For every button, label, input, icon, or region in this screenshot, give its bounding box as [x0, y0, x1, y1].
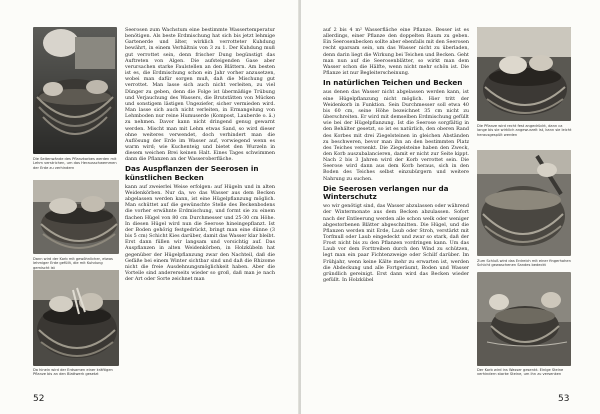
left-paragraph-2: kann auf zweierlei Weise erfolgen: auf Hügeln und in alten Weidenkörben. Nur da, wo das Wasser aus dem Becken abgelassen werden kann, ist eine Hügelpflanzung möglich. Man schüttet auf die gewünschte Stelle des Beckenbodens die vorher erwähnte Erdmischung, und formt sie zu einem flachen Hügel von 80 cm Durchmesser und 25-30 cm Höhe. In diesen Hügel wird nun die Seerose hineingepflanzt. Ist der Boden gehörig festgedrückt, bringt man eine dünne (3 bis 5 cm) Schicht Kies darüber, damit das Wasser klar bleibt. Erst dann füllen wir langsam und vorsichtig auf. Das Auspflanzen in alten Weidenkörben, in Holzkübeln hat gegenüber der Hügelpflanzung zwar den Nachteil, daß die Gefäße bei einem Winter sichtbar sind und daß die Rhizome nicht die freie Ausdehnungsmöglichkeit haben. Aber die Vorteile sind andererseits wieder so groß, daß man je nach der Art oder Sorte zeichnet man [125, 183, 275, 283]
caption-photo-r2: Zum Schluß wird das Erdreich mit einer fingerhohen Schicht gewaschenen Sandes bedeckt [477, 259, 571, 268]
left-text-column [125, 27, 275, 391]
caption-photo-r1: Die Pflanze wird recht fest angedrückt, dann ca lange bis sie wirklich angewurzelt ist, kann sie leicht herausgespült werden [477, 124, 572, 137]
left-page [0, 0, 299, 414]
page-number-right: 53 [558, 394, 570, 404]
right-page [301, 0, 600, 414]
left-heading-planting: Das Auspflanzen der Seerosen in künstlichen Becken [125, 164, 259, 182]
right-text-column [323, 27, 469, 391]
caption-photo-1: Die Seitenwände des Pflanzkorbes werden mit Lehm verstrichen, um das Herausschwemmen der Erde zu verhindern [33, 157, 117, 170]
photo-basket-lining [33, 27, 117, 154]
photo-planting-rhizome [33, 270, 119, 366]
right-heading-ponds: In natürlichen Teichen und Becken [323, 78, 463, 88]
photo-basket-filling [33, 180, 119, 254]
photo-basket-filling-image [33, 180, 119, 254]
right-paragraph-1: auf 2 bis 4 m² Wasserfläche eine Pflanze. Besser ist es allerdings, einer Pflanze den doppelten Raum zu geben. Ein Seerosenbecken sollte aber ebenfalls mit den Seerosen recht sparsam sein, um das Wasser nicht zu überladen, denn darin liegt die Wirkung bei Teichen und Becken. Geht man nun auf die Seerosenblätter, so wirkt man dem Wasser schon die Hälfte, wenn nicht mehr schön ist. Die Pflanze ist nur Begleiterscheinung. [323, 27, 469, 77]
photo-lowering-basket-image [477, 272, 571, 366]
right-paragraph-2: aus denen das Wasser nicht abgelassen werden kann, ist eine Hügelpflanzung nicht möglich. Hier tritt der Weidenkorb in Funktion. Sein Durchmesser soll etwa 40 bis 60 cm, seine Höhe bezeichnet 35 cm nicht zu überschreiten. Er wird mit demselben Erdmischung gefüllt wie bei der Hügelpflanzung. Ist die Seerose sorgfältig in den Behälter gesetzt, so ist es natürlich, den oberen Rand des Korbes mit drei Ziegelsteinen in gleichen Abständen zu beschweren, bevor man ihn an den bestimmten Platz des Teiches versenkt. Die Ziegelsteine haben den Zweck, den Korb auszubalancieren, damit er nicht zur Seite kippt. Nach 2 bis 3 Jahren wird der Korb verrottet sein. Die Seerose wird dann aus dem Korb heraus, sich in den Boden des Teiches selbst einzubürgern und weitere Nahrung zu suchen. [323, 89, 469, 182]
photo-basket-lining-image [33, 27, 117, 154]
photo-lowering-basket [477, 272, 571, 366]
caption-photo-2: Dann wird der Korb mit gewöhnlicher, etwas lehmiger Erde gefüllt, die mit Kuhdung gemischt ist [33, 257, 113, 270]
caption-photo-r3: Der Korb wird ins Wasser gesenkt. Einige Steine verhindern starke Steine, um ihn zu versenken [477, 368, 564, 377]
photo-sand-cover-image [477, 150, 571, 256]
right-paragraph-3: wo wir genötigt sind, das Wasser abzulassen oder während der Wintermonate aus dem Becken abzulassen. Sofort nach der Entleerung werden alle schon welk oder weniger abgestorbenen Blätter abgeschnitten. Die Hügel, und die Pflanzen werden mit Erde, Laub oder Stroh, verstärkt mit Torfmull oder Laub eingedeckt und zwar so stark, daß der Frost nicht bis zu den Pflanzen vordringen kann. Um das Laub vor dem Forttreiben durch den Wind zu schützen, legt man ein paar Fichtenzweige oder Schilf darüber. Im Frühjahr, wenn keine Kälte mehr zu erwarten ist, werden die Abdeckung und alle Fortgeräumt, Boden und Wasser gründlich gereinigt. Erst dann wird das Becken wieder gefüllt. In Holzkübel [323, 203, 469, 284]
photo-sand-cover [477, 150, 571, 256]
photo-pressing-plant-image [477, 27, 571, 121]
photo-pressing-plant [477, 27, 571, 121]
caption-photo-3: Da hinein wird der Erdsamen einer kräftigen Pflanze bis an den Blattwerk gesetzt [33, 368, 113, 377]
page-number-left: 52 [33, 394, 45, 404]
right-heading-winter: Die Seerosen verlangen nur da Winterschutz [323, 183, 449, 201]
photo-planting-rhizome-image [33, 270, 119, 366]
left-paragraph-1: Seerosen zum Wachstum eine bestimmte Wassertemperatur benötigen. Als beste Erdmischung hat sich bis jetzt lehmige Gartenerde und älter, wirklich verrotteter Kuhdung bewährt, in einem Verhältnis von 3 zu 1. Der Kuhdung muß gut verrottet sein, denn frischer Dung begünstigt das Auftreten von Algen. Die aufsteigenden Gase aber verursachen starke Faulstellen an den Blättern. Am besten ist es, die Erdmischung schon ein Jahr vorher anzusetzen, wobei man dafür sorgen muß, daß die Mischung gut verrottet. Man lasse sich auch nicht verleiten, zu viel Dünger zu geben, denn die Folge ist übermäßige Trübung und Verjauchung des Wassers, die Brutstätten von Mücken und sonstigem lästigen Ungeziefer, sicher vermieden wird. Man lasse sich auch nicht verleiten, in Ermangelung von Lehmboden nur reine Humuserde (Kompost, Lauberde o. ä.) zu nehmen. Davor kann nicht dringend genug gewarnt werden. Mischt man mit Lehm etwas Sand, so wird dieser ohne weiteres verwendet, doch verhindert man die Auflösung der Erde im Wasser auf, vorwiegend wenn es warm wird; wie Kuchenteig und bietet den Wurzeln in diesem weichen Brei keinen Halt. Eines Tages schwimmen dann die Pflanzen an der Wasseroberfläche. [125, 27, 275, 163]
